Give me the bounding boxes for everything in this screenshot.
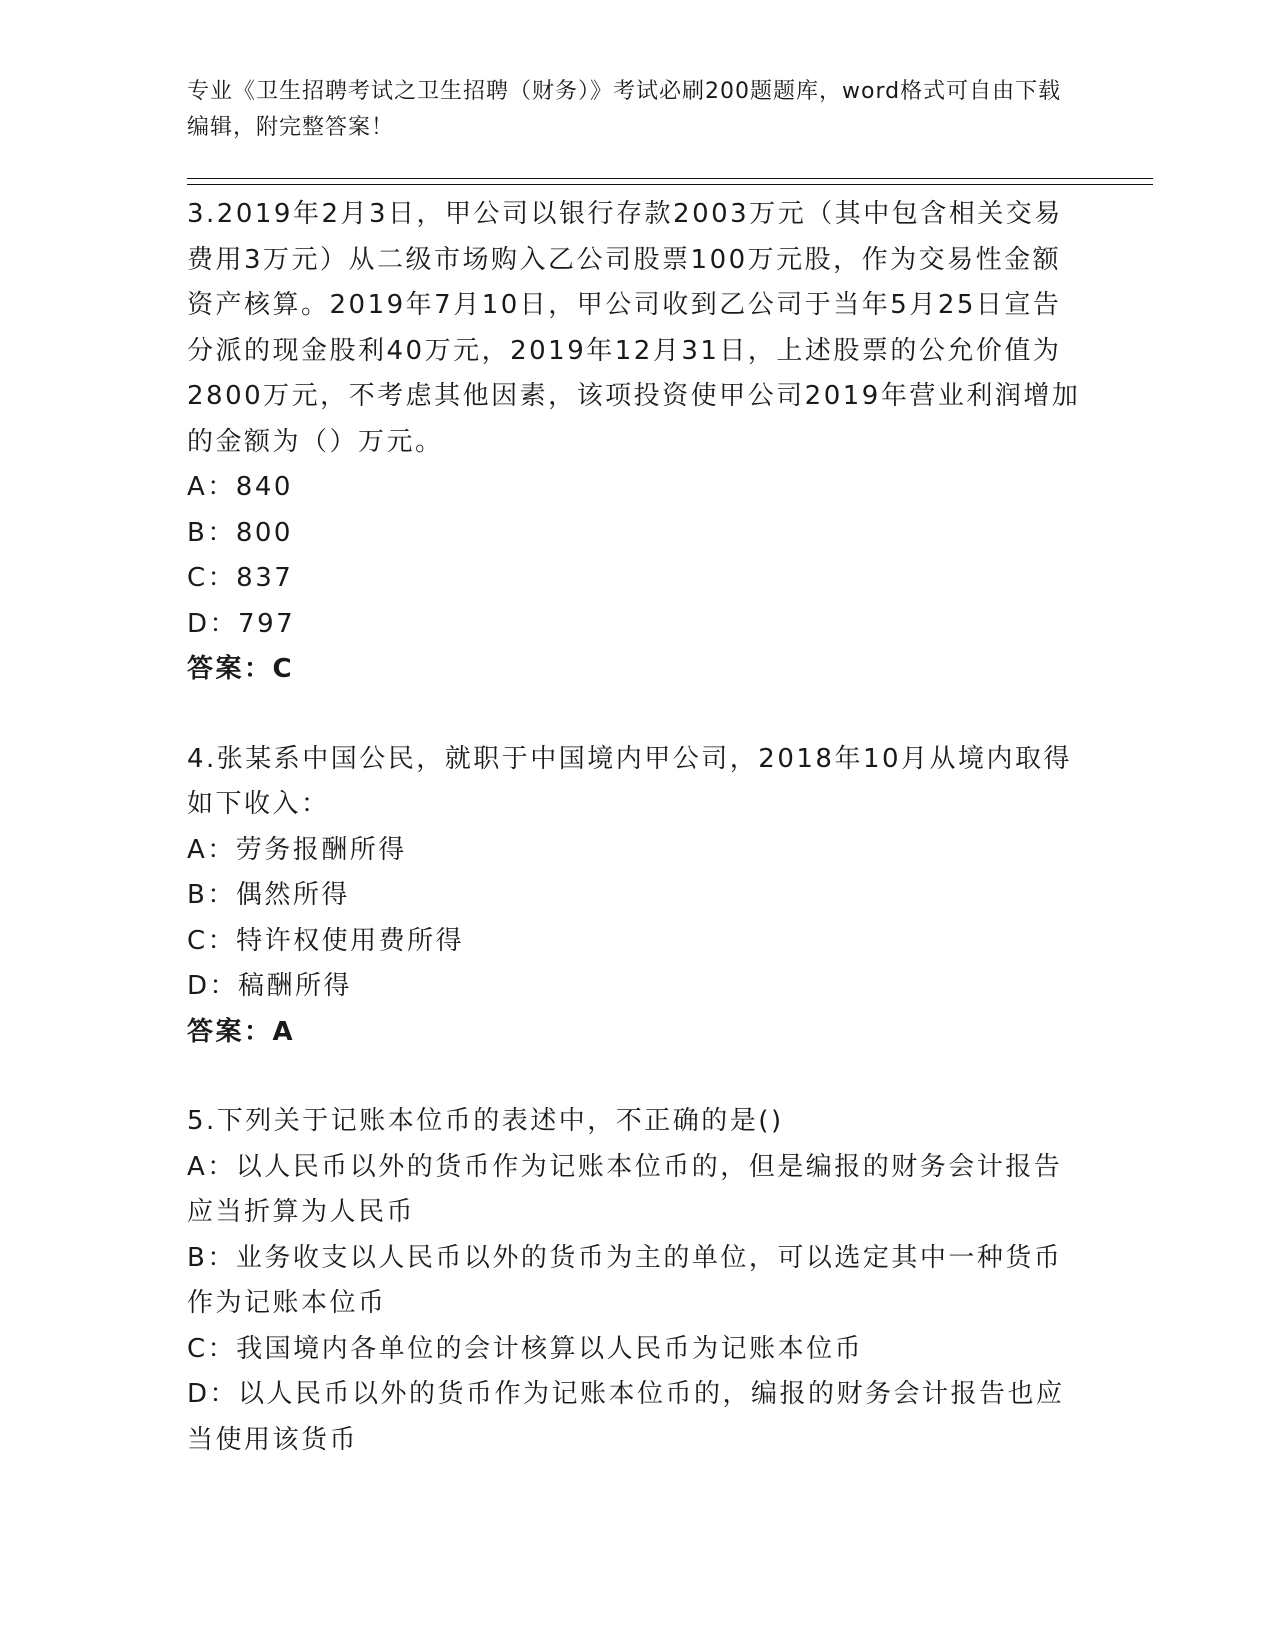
answer-label: 答案：A bbox=[187, 1016, 296, 1047]
option-a: A：以人民币以外的货币作为记账本位币的，但是编报的财务会计报告应当折算为人民币 bbox=[187, 1151, 1063, 1227]
question-list bbox=[187, 192, 1087, 1507]
answer-label: 答案：C bbox=[187, 654, 295, 684]
option-a: A：劳务报酬所得 bbox=[187, 834, 407, 865]
option-b: B：业务收支以人民币以外的货币为主的单位，可以选定其中一种货币作为记账本位币 bbox=[187, 1242, 1063, 1318]
option-c: C：我国境内各单位的会计核算以人民币为记账本位币 bbox=[187, 1333, 864, 1364]
question-3 bbox=[187, 192, 1087, 693]
question-stem: 3.2019年2月3日，甲公司以银行存款2003万元（其中包含相关交易费用3万元）从二级市场购入乙公司股票100万元股，作为交易性金额资产核算。2019年7月10日，甲公司收到乙公司于当年5月25日宣告分派的现金股利40万元，2019年12月31日，上述股票的公允价值为2800万元，不考虑其他因素，该项投资使甲公司2019年营业利润增加的金额为（）万元。 bbox=[187, 199, 1081, 457]
question-5 bbox=[187, 1099, 1087, 1463]
document-header: 专业《卫生招聘考试之卫生招聘（财务）》考试必刷200题题库，word格式可自由下载编辑，附完整答案！ bbox=[187, 79, 1062, 140]
option-d: D：稿酬所得 bbox=[187, 971, 353, 1001]
option-d: D：以人民币以外的货币作为记账本位币的，编报的财务会计报告也应当使用该货币 bbox=[187, 1379, 1065, 1455]
option-c: C：837 bbox=[187, 563, 294, 593]
option-d: D：797 bbox=[187, 608, 296, 639]
option-a: A：840 bbox=[187, 472, 293, 502]
question-stem: 4.张某系中国公民，就职于中国境内甲公司，2018年10月从境内取得如下收入： bbox=[187, 743, 1073, 819]
header-divider-top bbox=[187, 178, 1153, 179]
question-4 bbox=[187, 737, 1087, 1056]
option-b: B：800 bbox=[187, 517, 293, 548]
question-stem: 5.下列关于记账本位币的表述中，不正确的是() bbox=[187, 1106, 784, 1136]
option-c: C：特许权使用费所得 bbox=[187, 925, 465, 956]
header-divider-bottom bbox=[187, 184, 1153, 185]
option-b: B：偶然所得 bbox=[187, 880, 350, 910]
